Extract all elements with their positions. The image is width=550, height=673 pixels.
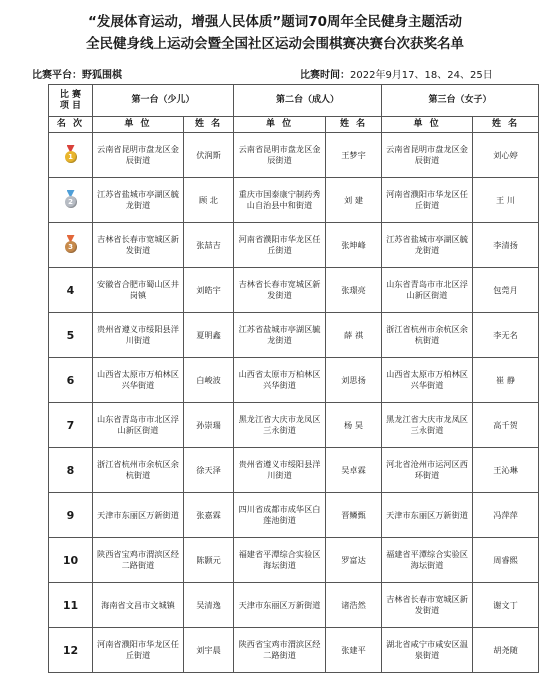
name-cell-1: 夏明鑫 [184, 313, 234, 358]
unit-cell-3 [382, 358, 473, 403]
unit-cell-1 [93, 268, 184, 313]
name-cell-1: 伏润斯 [184, 133, 234, 178]
name-cell-2: 张璟亮 [326, 268, 382, 313]
platform-label: 比赛平台： [32, 70, 82, 81]
table-row [49, 538, 539, 583]
unit-cell-2 [234, 403, 326, 448]
unit-text: 天津市东丽区万新街道 [238, 599, 321, 610]
unit-cell-1 [93, 178, 184, 223]
name-cell-3: 高千贺 [473, 403, 539, 448]
name-header-2: 姓 名 [326, 117, 382, 133]
unit-text: 山东省青岛市市北区浮山新区街道 [97, 414, 179, 435]
title-line-2: 全民健身线上运动会暨全国社区运动会围棋赛决赛台次获奖名单 [86, 36, 464, 52]
medal-number: 2 [68, 198, 73, 206]
unit-text: 黑龙江省大庆市龙凤区三永街道 [386, 414, 468, 435]
table-row [49, 178, 539, 223]
corner-bottom-label: 项 目 [59, 100, 82, 111]
unit-cell-1 [93, 538, 184, 583]
name-cell-2: 张建平 [326, 628, 382, 673]
platform-value: 野狐围棋 [82, 70, 122, 81]
table-row [49, 313, 539, 358]
unit-header-1: 单 位 [93, 117, 184, 133]
unit-text: 河南省濮阳市华龙区任丘街道 [97, 639, 179, 660]
unit-text: 贵州省遵义市绥阳县洋川街道 [97, 324, 179, 345]
name-cell-1: 孙崇瑞 [184, 403, 234, 448]
unit-cell-2 [234, 628, 326, 673]
name-cell-3: 崔 静 [473, 358, 539, 403]
table-row [49, 448, 539, 493]
unit-text: 吉林省长春市宽城区新发街道 [386, 594, 468, 615]
unit-text: 天津市东丽区万新街道 [97, 509, 179, 520]
unit-header-2: 单 位 [234, 117, 326, 133]
unit-text: 陕西省宝鸡市渭滨区经二路街道 [97, 549, 179, 570]
rank-cell [49, 313, 93, 358]
name-cell-1: 徐天泽 [184, 448, 234, 493]
unit-cell-1 [93, 223, 184, 268]
unit-cell-3 [382, 313, 473, 358]
unit-text: 云南省昆明市盘龙区金辰街道 [238, 144, 321, 165]
name-cell-2: 诸浩然 [326, 583, 382, 628]
unit-text: 江苏省盐城市亭湖区毓龙街道 [97, 189, 179, 210]
rank-header: 名 次 [49, 117, 93, 133]
name-cell-3: 周睿熙 [473, 538, 539, 583]
name-cell-3: 冯萍萍 [473, 493, 539, 538]
unit-cell-2 [234, 538, 326, 583]
unit-cell-1 [93, 133, 184, 178]
unit-text: 陕西省宝鸡市渭滨区经二路街道 [238, 639, 321, 660]
unit-cell-3 [382, 133, 473, 178]
rank-cell [49, 223, 93, 268]
unit-text: 福建省平潭综合实验区海坛街道 [238, 549, 321, 570]
name-cell-2: 晋鳞甄 [326, 493, 382, 538]
name-cell-2: 罗富达 [326, 538, 382, 583]
unit-text: 安徽省合肥市蜀山区井岗镇 [97, 279, 179, 300]
group-header-3: 第三台（女子） [382, 85, 539, 117]
unit-cell-3 [382, 628, 473, 673]
unit-cell-3 [382, 178, 473, 223]
unit-cell-3 [382, 403, 473, 448]
name-cell-2: 刘思扬 [326, 358, 382, 403]
rank-number: 10 [62, 553, 79, 567]
platform-info [32, 66, 122, 81]
name-cell-3: 谢文丁 [473, 583, 539, 628]
table-row [49, 628, 539, 673]
time-info [300, 66, 493, 81]
unit-text: 云南省昆明市盘龙区金辰街道 [386, 144, 468, 165]
unit-text: 四川省成都市成华区白莲池街道 [238, 504, 321, 525]
name-cell-3: 胡尧随 [473, 628, 539, 673]
name-cell-3: 李无名 [473, 313, 539, 358]
rank-cell [49, 493, 93, 538]
header-corner-cell [49, 85, 93, 117]
unit-text: 云南省昆明市盘龙区金辰街道 [97, 144, 179, 165]
unit-text: 山西省太原市万柏林区兴华街道 [386, 369, 468, 390]
table-row [49, 358, 539, 403]
unit-text: 湖北省咸宁市咸安区温泉街道 [386, 639, 468, 660]
unit-text: 海南省文昌市文城镇 [101, 599, 175, 610]
unit-text: 浙江省杭州市余杭区余杭街道 [386, 324, 468, 345]
header-row-groups [49, 85, 539, 117]
title-line-1: “发展体育运动，增强人民体质”题词70周年全民健身主题活动 [87, 14, 463, 30]
rank-number: 6 [66, 373, 75, 387]
name-cell-1: 张喆吉 [184, 223, 234, 268]
unit-text: 河南省濮阳市华龙区任丘街道 [238, 234, 321, 255]
unit-cell-1 [93, 493, 184, 538]
table-row [49, 493, 539, 538]
unit-cell-1 [93, 358, 184, 403]
unit-text: 福建省平潭综合实验区海坛街道 [386, 549, 468, 570]
unit-cell-1 [93, 448, 184, 493]
unit-cell-2 [234, 313, 326, 358]
name-cell-1: 刘皓宇 [184, 268, 234, 313]
rank-cell [49, 448, 93, 493]
unit-text: 山西省太原市万柏林区兴华街道 [97, 369, 179, 390]
name-cell-3: 包莞月 [473, 268, 539, 313]
rank-cell [49, 538, 93, 583]
bronze-medal-icon [65, 235, 77, 255]
unit-cell-3 [382, 223, 473, 268]
rank-number: 4 [66, 283, 75, 297]
unit-cell-2 [234, 223, 326, 268]
group-header-1: 第一台（少儿） [93, 85, 234, 117]
name-cell-3: 王沁琳 [473, 448, 539, 493]
name-cell-1: 张嘉霖 [184, 493, 234, 538]
rank-cell [49, 268, 93, 313]
unit-text: 吉林省长春市宽城区新发街道 [97, 234, 179, 255]
unit-text: 江苏省盐城市亭湖区毓龙街道 [386, 234, 468, 255]
unit-cell-2 [234, 178, 326, 223]
unit-text: 河南省濮阳市华龙区任丘街道 [386, 189, 468, 210]
rank-number: 12 [62, 643, 79, 657]
unit-text: 山西省太原市万柏林区兴华街道 [238, 369, 321, 390]
silver-medal-icon [65, 190, 77, 210]
unit-cell-2 [234, 583, 326, 628]
name-cell-1: 吴清逸 [184, 583, 234, 628]
rank-cell [49, 133, 93, 178]
unit-cell-3 [382, 538, 473, 583]
name-cell-1: 陈颢元 [184, 538, 234, 583]
unit-cell-1 [93, 628, 184, 673]
unit-cell-1 [93, 403, 184, 448]
table-row [49, 223, 539, 268]
rank-cell [49, 178, 93, 223]
group-header-2: 第二台（成人） [234, 85, 382, 117]
unit-text: 河北省沧州市运河区西环街道 [386, 459, 468, 480]
name-cell-2: 王梦宇 [326, 133, 382, 178]
gold-medal-icon [65, 145, 77, 165]
unit-cell-3 [382, 448, 473, 493]
unit-text: 重庆市国泰康宁制药秀山自治县中和街道 [238, 189, 321, 210]
unit-cell-2 [234, 268, 326, 313]
unit-cell-3 [382, 493, 473, 538]
unit-cell-1 [93, 583, 184, 628]
name-cell-2: 薛 祺 [326, 313, 382, 358]
name-cell-2: 张坤峰 [326, 223, 382, 268]
table-row [49, 403, 539, 448]
name-cell-2: 吴卓霖 [326, 448, 382, 493]
unit-cell-2 [234, 358, 326, 403]
name-cell-3: 王 川 [473, 178, 539, 223]
unit-cell-2 [234, 448, 326, 493]
medal-number: 1 [68, 153, 73, 161]
unit-cell-3 [382, 268, 473, 313]
name-cell-3: 李清扬 [473, 223, 539, 268]
unit-text: 山东省青岛市市北区浮山新区街道 [386, 279, 468, 300]
header-row-columns [49, 117, 539, 133]
table-row [49, 268, 539, 313]
time-label: 比赛时间： [300, 70, 350, 81]
name-header-1: 姓 名 [184, 117, 234, 133]
unit-header-3: 单 位 [382, 117, 473, 133]
unit-text: 浙江省杭州市余杭区余杭街道 [97, 459, 179, 480]
name-cell-1: 顾 北 [184, 178, 234, 223]
medal-number: 3 [68, 243, 73, 251]
rank-number: 9 [66, 508, 75, 522]
name-header-3: 姓 名 [473, 117, 539, 133]
unit-text: 贵州省遵义市绥阳县洋川街道 [238, 459, 321, 480]
corner-top-label: 比 赛 [59, 89, 82, 100]
unit-cell-2 [234, 493, 326, 538]
unit-text: 江苏省盐城市亭湖区毓龙街道 [238, 324, 321, 345]
table-row [49, 133, 539, 178]
rank-cell [49, 628, 93, 673]
rank-cell [49, 403, 93, 448]
name-cell-2: 杨 昊 [326, 403, 382, 448]
rank-number: 8 [66, 463, 75, 477]
unit-cell-1 [93, 313, 184, 358]
results-table [48, 84, 539, 673]
table-row [49, 583, 539, 628]
name-cell-1: 白峻波 [184, 358, 234, 403]
unit-text: 黑龙江省大庆市龙凤区三永街道 [238, 414, 321, 435]
rank-number: 7 [66, 418, 75, 432]
unit-text: 吉林省长春市宽城区新发街道 [238, 279, 321, 300]
rank-cell [49, 583, 93, 628]
time-value: 2022年9月17、18、24、25日 [350, 70, 493, 81]
name-cell-1: 刘宇晨 [184, 628, 234, 673]
rank-number: 5 [66, 328, 75, 342]
unit-cell-3 [382, 583, 473, 628]
rank-cell [49, 358, 93, 403]
rank-number: 11 [62, 598, 79, 612]
name-cell-2: 刘 建 [326, 178, 382, 223]
unit-text: 天津市东丽区万新街道 [386, 509, 468, 520]
unit-cell-2 [234, 133, 326, 178]
name-cell-3: 刘心婷 [473, 133, 539, 178]
